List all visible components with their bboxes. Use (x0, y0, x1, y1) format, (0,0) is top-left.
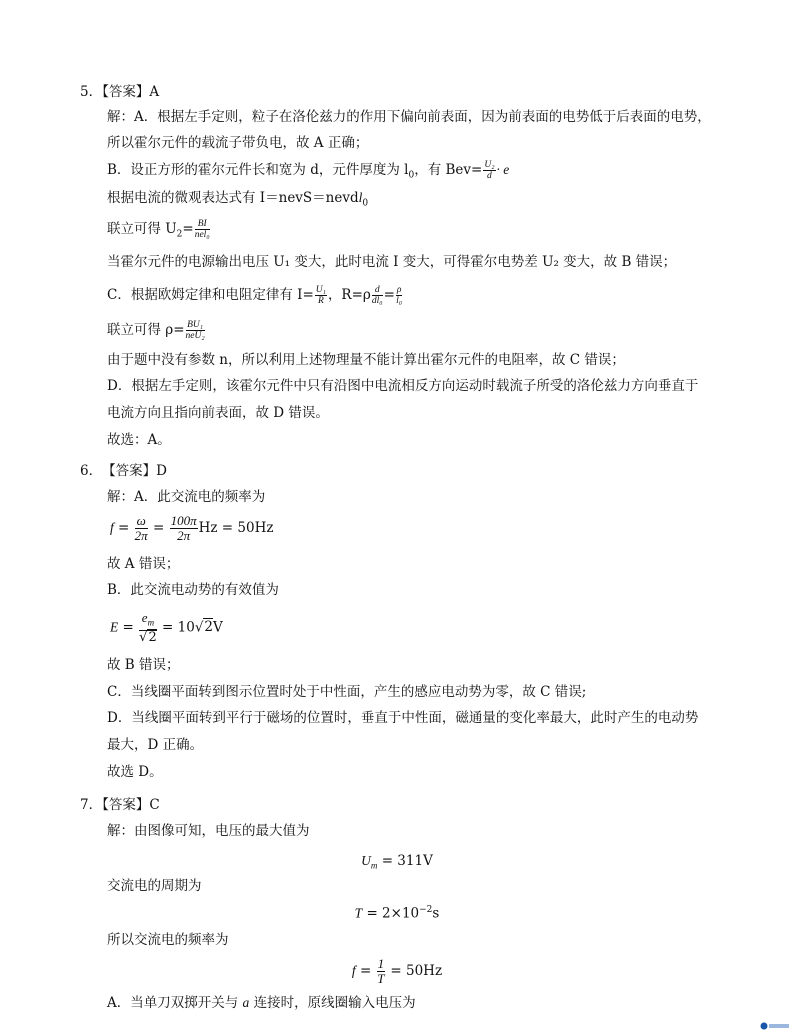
q5-option-a-line2: 所以霍尔元件的载流子带负电，故 A 正确； (107, 135, 369, 151)
q6-emf-equation: E = $\frac{e_m}{√2}$ = 10√2V (110, 610, 223, 645)
q6-option-a-conclusion: 故 A 错误； (107, 556, 180, 572)
q5-option-a-line1: 解：A．根据左手定则，粒子在洛伦兹力的作用下偏向前表面，因为前表面的电势低于后表面的电势， (107, 109, 711, 125)
q5-heading: 5．【答案】A (80, 84, 160, 100)
q5-final-answer: 故选：A。 (107, 432, 171, 448)
fraction-bu1-over-neu2: $\frac{\text{BU₁}}{\text{neU₂}}$ (185, 320, 205, 341)
fraction-rho-over-l0: $\frac{\rho}{\text{l₀}}$ (396, 285, 403, 306)
q5-option-b-conclusion: 当霍尔元件的电源输出电压 U₁ 变大，此时电流 I 变大，可得霍尔电势差 U₂ 变大，故 B 错误； (107, 254, 677, 270)
school-logo-graphic (760, 1021, 790, 1031)
q6-heading: 6． 【答案】D (80, 463, 167, 479)
q6-option-d-line2: 最大，D 正确。 (107, 737, 204, 753)
q5-option-b: B．设正方形的霍尔元件长和宽为 d，元件厚度为 $l_0$，有 Bev= $\frac{\text{U₂}}{d}$ · e (107, 160, 510, 181)
q7-heading: 7．【答案】C (80, 797, 160, 813)
q7-analysis-intro: 解：由图像可知，电压的最大值为 (107, 823, 310, 839)
fraction-em-over-sqrt2: $\frac{e_m}{√2}$ (139, 610, 157, 645)
q6-final-answer: 故选 D。 (107, 764, 163, 780)
q5-u2-formula: 联立可得 $U_2=$ $\frac{BI}{\text{nel₀}}$ (107, 219, 210, 240)
q6-option-c: C．当线圈平面转到图示位置时处于中性面，产生的感应电动势为零，故 C 错误; (107, 684, 587, 700)
q6-option-b-conclusion: 故 B 错误； (107, 657, 180, 673)
fraction-bi-over-nel0: $\frac{BI}{\text{nel₀}}$ (194, 219, 210, 240)
q5-option-d-line2: 电流方向且指向前表面，故 D 错误。 (107, 405, 329, 421)
q5-option-d-line1: D．根据左手定则，该霍尔元件中只有沿图中电流相反方向运动时载流子所受的洛伦兹力方向垂直于 (107, 378, 699, 394)
q6-option-d-line1: D．当线圈平面转到平行于磁场的位置时，垂直于中性面，磁通量的变化率最大，此时产生的电动势 (107, 710, 699, 726)
q7-frequency-equation: f = $\frac{1}{T}$ = 50Hz (351, 956, 443, 986)
q5-rho-formula: 联立可得 ρ= $\frac{\text{BU₁}}{\text{neU₂}}$ (107, 320, 205, 341)
q6-option-b: B．此交流电动势的有效值为 (107, 582, 279, 598)
fraction-d-over-dl0: $\frac{d}{\text{dl₀}}$ (371, 285, 383, 306)
school-logo-icon (760, 1021, 790, 1031)
q6-frequency-equation: f = $\frac{\omega}{2\pi}$ = $\frac{100\pi}{2\pi}$ Hz = 50Hz (110, 513, 274, 543)
q7-period-equation: $T = 2\times 10^{-2}s$ (354, 905, 440, 922)
fraction-u2-over-d: $\frac{\text{U₂}}{d}$ (484, 160, 495, 181)
q7-period-intro: 交流电的周期为 (107, 878, 202, 894)
fraction-u1-over-r: $\frac{\text{U₁}}{R}$ (315, 285, 326, 306)
q7-frequency-intro: 所以交流电的频率为 (107, 932, 229, 948)
fraction-omega-over-2pi: $\frac{\omega}{2\pi}$ (134, 513, 148, 543)
q7-max-voltage-equation: $U_m = 311V$ (361, 853, 433, 871)
q7-option-a: A．当单刀双掷开关与 a 连接时，原线圈输入电压为 (107, 995, 416, 1011)
fraction-1-over-t: $\frac{1}{T}$ (377, 956, 385, 986)
q5-option-c: C．根据欧姆定律和电阻定律有 I= $\frac{\text{U₁}}{R}$ ，R=ρ $\frac{d}{\text{dl₀}}$ = $\frac{\rho}{\text{l₀}}$ (107, 285, 403, 306)
q6-option-a: 解：A．此交流电的频率为 (107, 489, 266, 505)
q5-current-expression: 根据电流的微观表达式有 I＝nevS＝nevdl$_0$ (107, 190, 369, 209)
fraction-100pi-over-2pi: $\frac{100\pi}{2\pi}$ (170, 513, 197, 543)
q5-option-c-conclusion: 由于题中没有参数 n，所以利用上述物理量不能计算出霍尔元件的电阻率，故 C 错误； (107, 352, 625, 368)
